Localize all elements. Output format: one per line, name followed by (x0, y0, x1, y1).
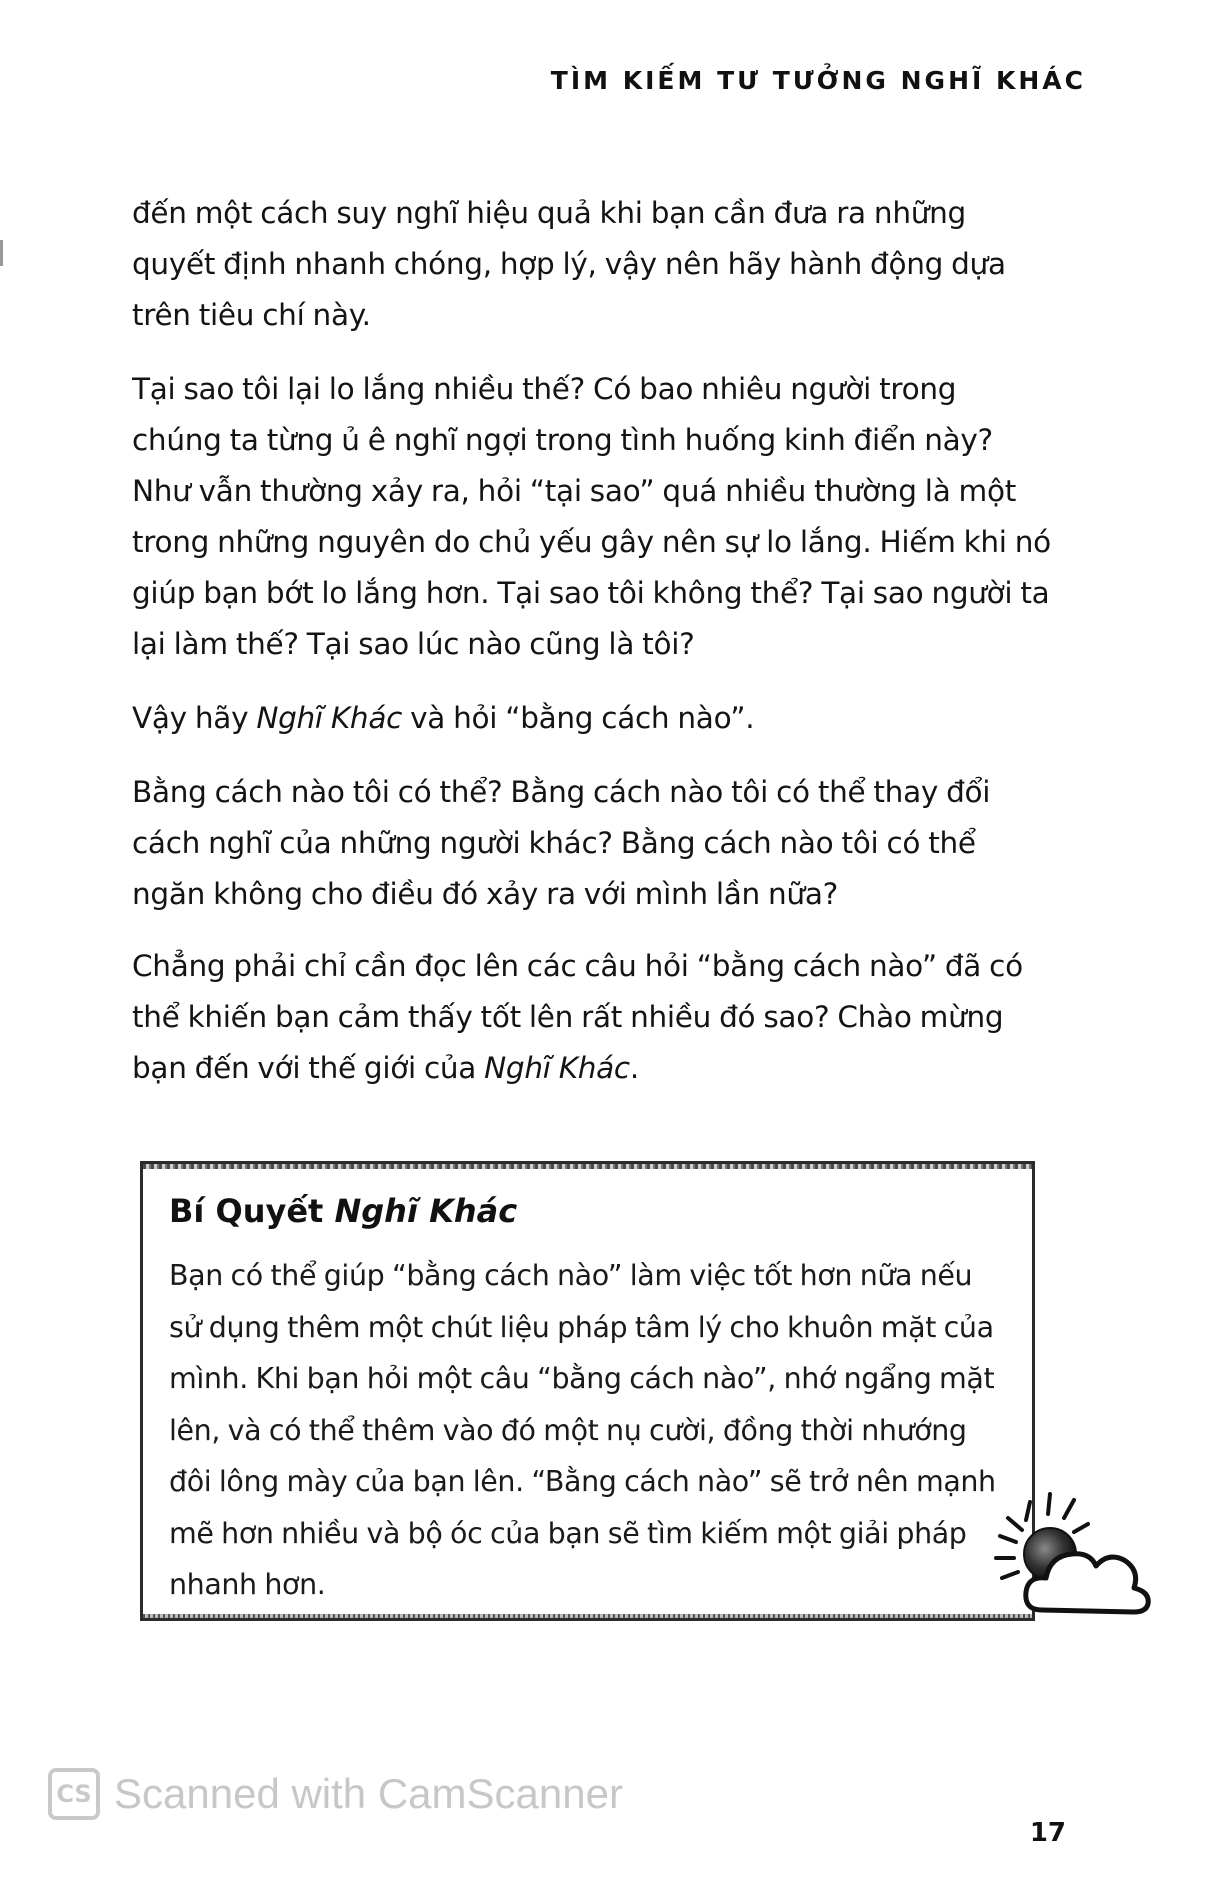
paragraph-5 (132, 941, 1052, 1094)
tip-title (169, 1192, 517, 1230)
paragraph-3-before: Vậy hãy (132, 701, 257, 735)
paragraph-1: đến một cách suy nghĩ hiệu quả khi bạn cần đưa ra những quyết định nhanh chóng, hợp lý, vậy nên hãy hành động dựa trên tiêu chí này. (132, 196, 1006, 332)
paragraph-3-italic: Nghĩ Khác (256, 701, 403, 735)
paragraph-5-italic: Nghĩ Khác (484, 1051, 630, 1085)
scan-edge-mark (0, 240, 3, 266)
paragraph-3 (132, 693, 1052, 744)
running-header: TÌM KIẾM TƯ TƯỞNG NGHĨ KHÁC (550, 66, 1086, 95)
paragraph-2: Tại sao tôi lại lo lắng nhiều thế? Có bao nhiêu người trong chúng ta từng ủ ê nghĩ ngợi trong tình huống kinh điển này? Như vẫn thường xảy ra, hỏi “tại sao” quá nhiều thường là một trong những nguyên do chủ yếu gây nên sự lo lắng. Hiếm khi nó giúp bạn bớt lo lắng hơn. Tại sao tôi không thể? Tại sao người ta lại làm thế? Tại sao lúc nào cũng là tôi? (132, 372, 1051, 661)
watermark-text: Scanned with CamScanner (114, 1770, 623, 1817)
paragraph-4: Bằng cách nào tôi có thể? Bằng cách nào tôi có thể thay đổi cách nghĩ của những người khác? Bằng cách nào tôi có thể ngăn không cho điều đó xảy ra với mình lần nữa? (132, 775, 991, 911)
camscanner-watermark (48, 1768, 623, 1820)
tip-box (140, 1161, 1035, 1621)
paragraph-5-after: . (629, 1051, 639, 1085)
paragraph-3-after: và hỏi “bằng cách nào”. (402, 701, 755, 735)
tip-body: Bạn có thể giúp “bằng cách nào” làm việc tốt hơn nữa nếu sử dụng thêm một chút liệu pháp tâm lý cho khuôn mặt của mình. Khi bạn hỏi một câu “bằng cách nào”, nhớ ngẩng mặt lên, và có thể thêm vào đó một nụ cười, đồng thời nhướng đôi lông mày của bạn lên. “Bằng cách nào” sẽ trở nên mạnh mẽ hơn nhiều và bộ óc của bạn sẽ tìm kiếm một giải pháp nhanh hơn. (169, 1259, 996, 1601)
tip-title-plain: Bí Quyết (169, 1192, 335, 1230)
sun-behind-cloud-icon (962, 1480, 1152, 1630)
tip-title-italic: Nghĩ Khác (334, 1192, 518, 1230)
main-text (132, 188, 1052, 1117)
page-number: 17 (1029, 1818, 1066, 1848)
paragraph-5-before: Chẳng phải chỉ cần đọc lên các câu hỏi “bằng cách nào” đã có thể khiến bạn cảm thấy tốt lên rất nhiều đó sao? Chào mừng bạn đến với thế giới của (132, 949, 1023, 1085)
camscanner-logo-icon: CS (48, 1768, 100, 1820)
